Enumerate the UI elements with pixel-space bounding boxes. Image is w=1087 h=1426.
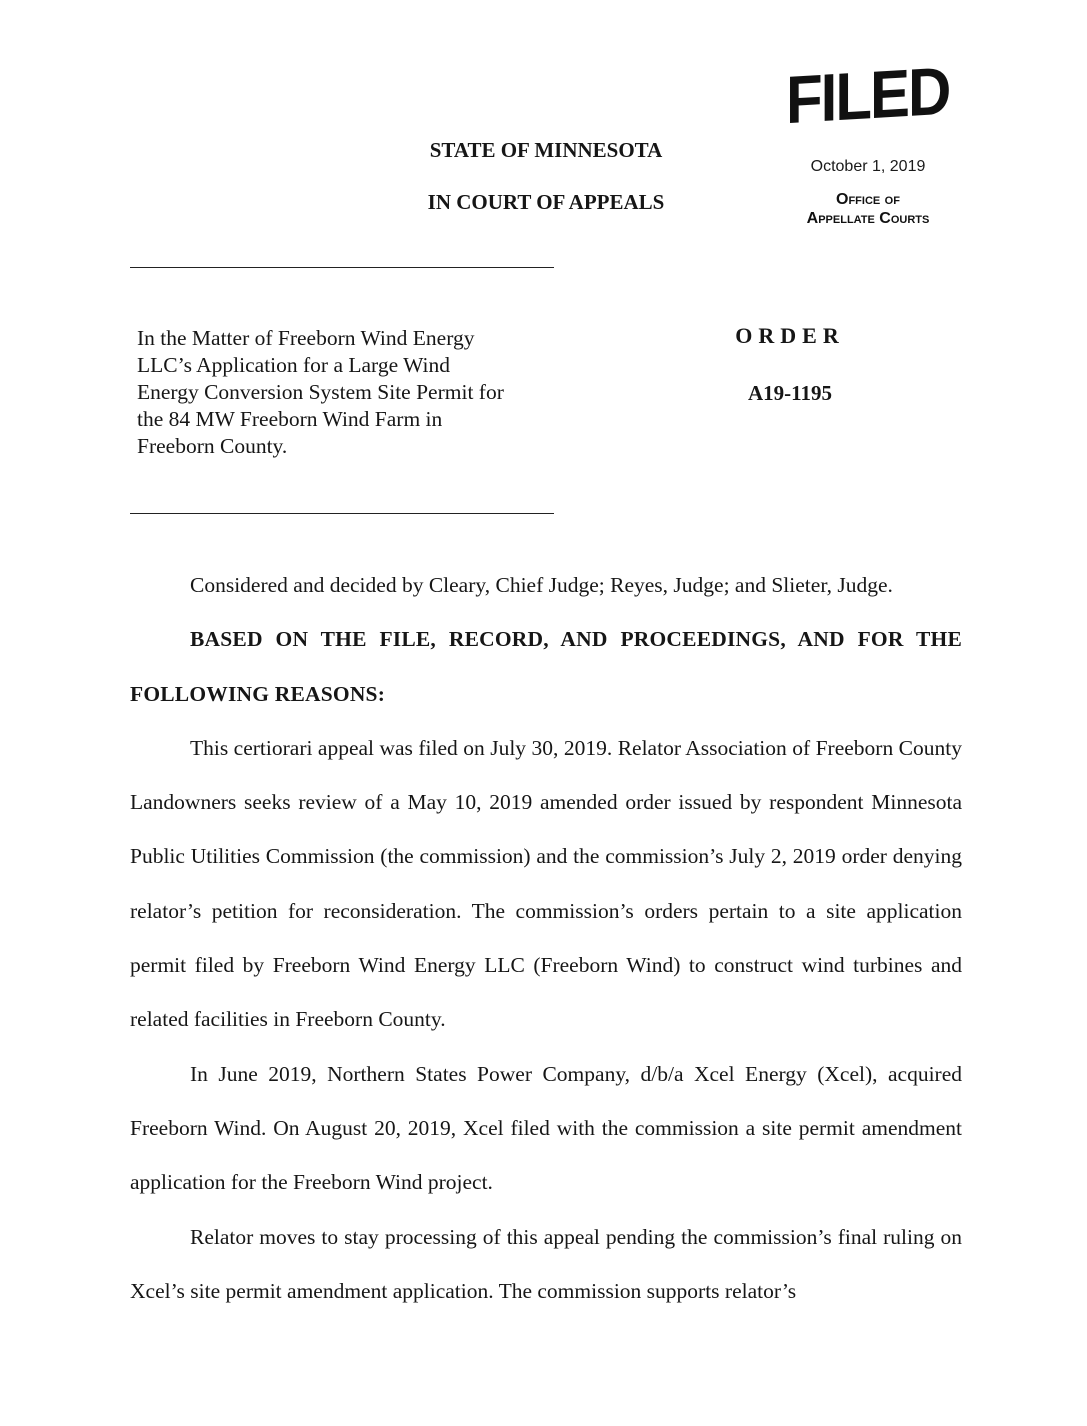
case-number: A19-1195 xyxy=(748,381,832,405)
court-heading: IN COURT OF APPEALS xyxy=(427,190,665,214)
case-caption: In the Matter of Freeborn Wind Energy LLC’s Application for a Large Wind Energy Conversion System Site Permit for the 84 MW Freeborn Wind Farm in Freeborn County. xyxy=(137,326,504,458)
office-line-2: Appellate Courts xyxy=(806,210,930,227)
panel-line: Considered and decided by Cleary, Chief Judge; Reyes, Judge; and Slieter, Judge. xyxy=(190,573,893,597)
caption-top-rule xyxy=(130,267,554,268)
paragraph-2: In June 2019, Northern States Power Company, d/b/a Xcel Energy (Xcel), acquired Freeborn Wind. On August 20, 2019, Xcel filed with the commission a site permit amendment application for the Freeborn Wind project. xyxy=(130,1061,962,1195)
caption-bottom-rule xyxy=(130,513,554,514)
office-label xyxy=(770,190,966,228)
paragraph-1: This certiorari appeal was filed on July 30, 2019. Relator Association of Freeborn County Landowners seeks review of a May 10, 2019 amended order issued by respondent Minnesota Public Utilities Commission (the commission) and the commission’s July 2, 2019 order denying relator’s petition for reconsideration. The commission’s orders pertain to a site application permit filed by Freeborn Wind Energy LLC (Freeborn Wind) to construct wind turbines and related facilities in Freeborn County. xyxy=(130,735,962,1032)
state-heading: STATE OF MINNESOTA xyxy=(429,138,663,162)
filed-date: October 1, 2019 xyxy=(810,158,926,175)
paragraph-3: Relator moves to stay processing of this appeal pending the commission’s final ruling on Xcel’s site permit amendment application. The commission supports relator’s xyxy=(130,1224,962,1303)
basis-heading: BASED ON THE FILE, RECORD, AND PROCEEDINGS, AND FOR THE FOLLOWING REASONS: xyxy=(130,627,962,706)
filed-stamp-word: FILED xyxy=(786,53,950,138)
office-line-1: Office of xyxy=(836,191,900,208)
order-title: ORDER xyxy=(735,323,845,348)
order-body xyxy=(130,558,962,1318)
filed-stamp xyxy=(770,53,966,227)
